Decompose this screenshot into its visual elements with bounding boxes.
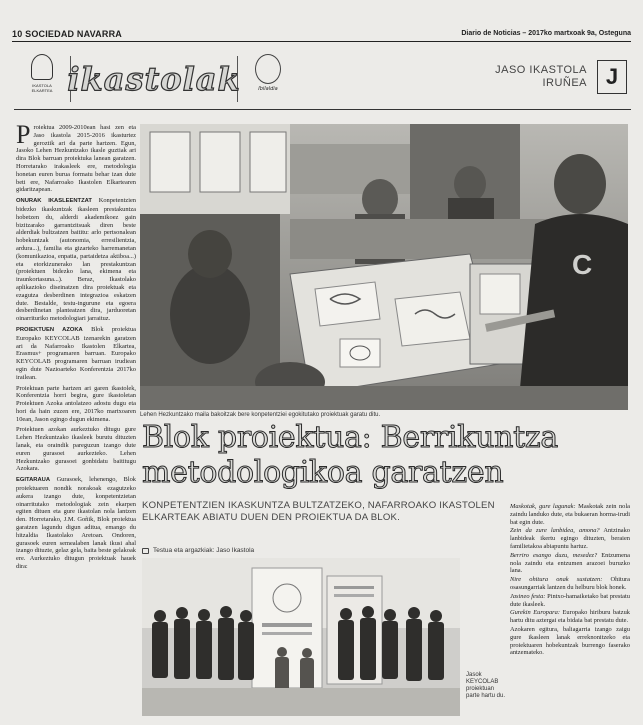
article-right-column: [510, 503, 630, 658]
project-description: Maskotak zein nola zaindu landuko dute, eta bukaeran horma-irudi bat egin dute.: [510, 503, 630, 526]
camera-icon: [142, 548, 149, 554]
school-name-line2: IRUÑEA: [542, 77, 587, 89]
paragraph-text: Konpetentzien bidezko ikaskuntzak ikasleen prestakuntza hobetzen du, alderdi akademikoez gain bizitzarako garrantzitsuak diren beste alderdiak bultzatzen baititu: arlo pertsonalean hobekuntzak (autonomia, erresilientzia, ardura...), familia eta gizarteko harremanetan (komunikazioa, enpatia, partaidetza aktiboa...) eta etorkizunerako lan prestakuntzan (proiektuen bidezko lana, ekimena eta iraunkortasuna...). Beraz, Ikastolako aplikazioko diseinatzen dira proiektuak eta ezagutza desberdinen integrazioa eskatzen dute. Bestalde, testu-ingurune eta egoera desberdinetan planteatzen dira, jarduoretan oinarrituriko metodologiari jarraituz.: [16, 197, 136, 323]
school-name-line1: JASO IKASTOLA: [495, 64, 587, 76]
event-logo-text: Ibilaldia: [258, 86, 278, 92]
article-subhead: KONPETENTZIEN IKASKUNTZA BULTZATZEKO, NAFARROAKO IKASTOLEN ELKARTEAK ABIATU DUEN DEN PROIEKTUA DA BLOK.: [142, 500, 495, 523]
paragraph-programme: [16, 476, 136, 571]
article-headline: [142, 420, 632, 490]
ibilaldia-logo-icon: [255, 54, 281, 84]
project-description: Antzinako lanbideak ikertu egingo dituzten, beraien familietakoa abiapuntu hartuz.: [510, 527, 630, 550]
project-title: Maskotak, gure lagunak:: [510, 503, 576, 510]
project-description: Europako hiriburu batzuk hartu ditu aztergai eta bidaia bat prestatu dute.: [510, 609, 630, 625]
page-section-label: 10 SOCIEDAD NAVARRA: [12, 28, 122, 39]
headline-line2: metodologikoa garatzen: [142, 455, 504, 490]
article-intro: [16, 120, 136, 194]
article-left-column: [16, 120, 136, 574]
paragraph-conference: Proiektuan parte hartzen ari garen ikastolek, Konferentzia horri begira, gure ikastoletan Proiektuen Azoka antolatzeo adostu dugu eta hori da hain zuzen ere, 2017ko martxoaren 10ean, Jason egingo dugun ekimena.: [16, 384, 136, 423]
project-item: [510, 609, 630, 625]
classroom-photo-caption: Lehen Hezkuntzako maila bakoitzak bere konpetentziei egokitutako proiektuak garatu ditu.: [140, 412, 381, 418]
project-description: Pintxo-hamaiketako bat prestatu dute ikasleek.: [510, 592, 630, 608]
article-byline: [142, 547, 502, 554]
paragraph-benefits: [16, 197, 136, 323]
paragraph-text: Gurasoek, lehenengo, Blok proiektuaren nondik norakoak ezagutzeko aukera izango dute, konpetentzietan oinarritutako metodologiak zein ekarpen egiten dituen eta gure ikastolan nola lantzen den. Horretarako, J.M. Goñik, Blok proiektua garatzen lagundu digun aditua, emango du hitzaldia Ikastolako Aretoan. Ondoren, gurasoek euren semealaben lanak ikusi ahal izango dituzte, gelaz gela, baita beste gelakoak ere. Aurkeztuko ditugun proiektuak hauek dira:: [16, 476, 136, 571]
paragraph-fair-presentation: Proiektuen azokan aurkeztuko ditugu gure Lehen Hezkuntzako ikasleek burutu dituzten lanak, eta oraindik pareguzun izango dute euren gurasoei aurkezteko. Lehen Hezkuntzako gurasoei gonbidatu baititugu Azokara.: [16, 426, 136, 473]
org-logo-text: IKASTOLA ELKARTEA: [31, 83, 53, 93]
intro-text: roiektua 2009-2010ean hasi zen eta Jaso ikastola 2015-2016 ikasturtez geroztik ari da parte hartzen. Egun, Jasoko Lehen Hezkuntzako ikasle guztiak ari dira Blok barruan proiektuka lanean garatzen. Horretarako irakasleek ere, metodologia honetan euren burua formatu behar izan dute beti ere, Nafarroako Ikastolen Elkartearen gidaritzapean.: [16, 124, 136, 194]
project-description: Ohitura osasungarriak lantzen du helburu blok honek.: [510, 576, 630, 591]
closing-paragraph: [510, 626, 630, 657]
project-item: [510, 552, 630, 575]
kicker-benefits: ONURAK IKASLEENTZAT: [16, 198, 92, 205]
svg-text:C: C: [572, 249, 593, 280]
ibilaldia-logo: [248, 54, 288, 104]
group-photo: [142, 558, 460, 716]
project-item: [510, 593, 630, 609]
project-title: Nire ohitura onak sustatzen:: [510, 576, 603, 584]
page-header: [12, 28, 631, 42]
project-item: [510, 503, 630, 526]
project-description: Entzumena nola zaindu eta entzumen arazoei buruzko lana.: [510, 551, 630, 575]
school-logo: [597, 60, 627, 94]
project-item: [510, 576, 630, 592]
publication-date: Diario de Noticias – 2017ko martxoak 9a, Osteguna: [461, 30, 631, 37]
paragraph-text: Blok proiektua Europako KEYCOLAB izenarekin garatzen ari da Nafarroako Ikastolen Elkartea, Erasmus+ programaren barruan. Europako KEYCOLAB programaren barruan irudiean egin dute Nazioarteko Konferentzia 2017ko irailean.: [16, 325, 136, 381]
school-logo-letter: J: [605, 64, 619, 89]
ikastola-logo-icon: [31, 54, 53, 80]
project-title: Jasineo festa:: [510, 592, 546, 600]
dropcap: P: [16, 120, 31, 149]
paragraph-project-fair: [16, 326, 136, 382]
project-title: Gurekin Europara:: [510, 609, 560, 617]
classroom-photo: [140, 124, 628, 410]
ikastola-elkartea-logo: [22, 54, 62, 104]
headline-line1: Blok proiektua: Berrikuntza: [142, 420, 559, 455]
section-masthead: [14, 48, 631, 110]
project-item: [510, 527, 630, 550]
closing-text: Azokaren egitura, baliagarria izango zaigu gure ikasleen lanak erreknonitzeko eta proiektuaren hobekuntzak burrengo faserako antzemateko.: [510, 625, 630, 657]
section-title: ikastolak: [70, 56, 238, 102]
school-name: [495, 64, 587, 90]
project-title: Berriro esango duzu, mesedez?: [510, 551, 598, 559]
byline-text: Testua eta argazkiak: Jaso Ikastola: [153, 547, 255, 554]
kicker-project-fair: PROIEKTUEN AZOKA: [16, 326, 83, 333]
group-photo-caption: Jasok KEYCOLAB proiektuan parte hartu du.: [466, 672, 506, 699]
classroom-photo-image: [140, 124, 628, 410]
project-title: Zein da zure lanbidea, amona?: [510, 527, 600, 535]
kicker-programme: EGITARAUA: [16, 477, 51, 484]
group-photo-image: [142, 558, 460, 716]
